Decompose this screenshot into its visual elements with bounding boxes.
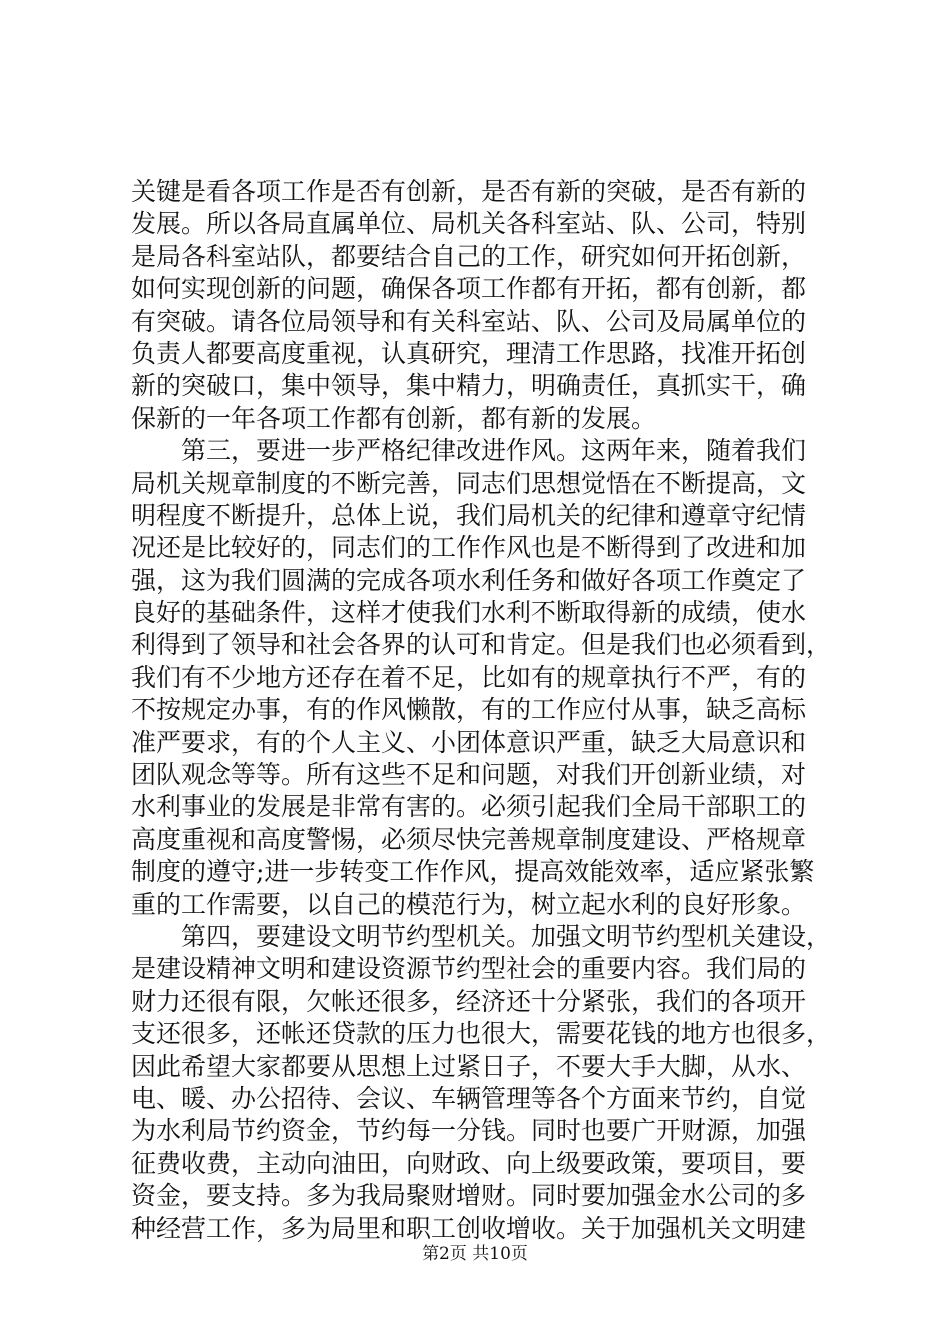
page-number-footer: 第2页 共10页 xyxy=(422,1244,528,1264)
text-line: 发展。所以各局直属单位、局机关各科室站、队、公司，特别 xyxy=(131,209,807,239)
text-line: 种经营工作，多为局里和职工创收增收。关于加强机关文明建 xyxy=(131,1213,807,1243)
text-line: 不按规定办事，有的作风懒散，有的工作应付从事，缺乏高标 xyxy=(131,695,807,725)
text-line: 如何实现创新的问题，确保各项工作都有开拓，都有创新，都 xyxy=(131,274,807,304)
text-line: 是局各科室站队，都要结合自己的工作，研究如何开拓创新， xyxy=(131,241,807,271)
text-line: 电、暖、办公招待、会议、车辆管理等各个方面来节约，自觉 xyxy=(131,1083,807,1113)
text-line: 水利事业的发展是非常有害的。必须引起我们全局干部职工的 xyxy=(131,792,807,822)
text-line: 重的工作需要，以自己的模范行为，树立起水利的良好形象。 xyxy=(131,889,807,919)
text-line: 团队观念等等。所有这些不足和问题，对我们开创新业绩，对 xyxy=(131,760,807,790)
text-line: 明程度不断提升，总体上说，我们局机关的纪律和遵章守纪情 xyxy=(131,500,807,530)
text-line: 高度重视和高度警惕，必须尽快完善规章制度建设、严格规章 xyxy=(131,824,807,854)
text-line: 征费收费，主动向油田，向财政、向上级要政策，要项目，要 xyxy=(131,1148,807,1178)
text-line: 新的突破口，集中领导，集中精力，明确责任，真抓实干，确 xyxy=(131,371,807,401)
text-line: 因此希望大家都要从思想上过紧日子，不要大手大脚，从水、 xyxy=(131,1051,807,1081)
text-line: 为水利局节约资金，节约每一分钱。同时也要广开财源，加强 xyxy=(131,1116,807,1146)
text-line: 局机关规章制度的不断完善，同志们思想觉悟在不断提高，文 xyxy=(131,468,807,498)
text-line: 利得到了领导和社会各界的认可和肯定。但是我们也必须看到， xyxy=(131,630,832,660)
text-line: 我们有不少地方还存在着不足，比如有的规章执行不严，有的 xyxy=(131,662,807,692)
text-line: 是建设精神文明和建设资源节约型社会的重要内容。我们局的 xyxy=(131,954,807,984)
text-line: 保新的一年各项工作都有创新，都有新的发展。 xyxy=(131,403,657,433)
text-line: 况还是比较好的，同志们的工作作风也是不断得到了改进和加 xyxy=(131,533,807,563)
text-line: 有突破。请各位局领导和有关科室站、队、公司及局属单位的 xyxy=(131,306,807,336)
body-text xyxy=(131,176,831,1245)
paragraph-first-line: 第三，要进一步严格纪律改进作风。这两年来，随着我们 xyxy=(181,436,807,466)
text-line: 财力还很有限，欠帐还很多，经济还十分紧张，我们的各项开 xyxy=(131,986,807,1016)
text-line: 关键是看各项工作是否有创新，是否有新的突破，是否有新的 xyxy=(131,177,807,206)
text-line: 强，这为我们圆满的完成各项水利任务和做好各项工作奠定了 xyxy=(131,565,807,595)
text-line: 制度的遵守;进一步转变工作作风，提高效能效率，适应紧张繁 xyxy=(131,857,815,887)
paragraph-first-line: 第四，要建设文明节约型机关。加强文明节约型机关建设， xyxy=(181,921,832,951)
text-line: 良好的基础条件，这样才使我们水利不断取得新的成绩，使水 xyxy=(131,598,807,628)
text-line: 负责人都要高度重视，认真研究，理清工作思路，找准开拓创 xyxy=(131,338,807,368)
text-line: 支还很多，还帐还贷款的压力也很大，需要花钱的地方也很多， xyxy=(131,1019,832,1049)
text-line: 资金，要支持。多为我局聚财增财。同时要加强金水公司的多 xyxy=(131,1181,807,1211)
text-line: 准严要求，有的个人主义、小团体意识严重，缺乏大局意识和 xyxy=(131,727,807,757)
